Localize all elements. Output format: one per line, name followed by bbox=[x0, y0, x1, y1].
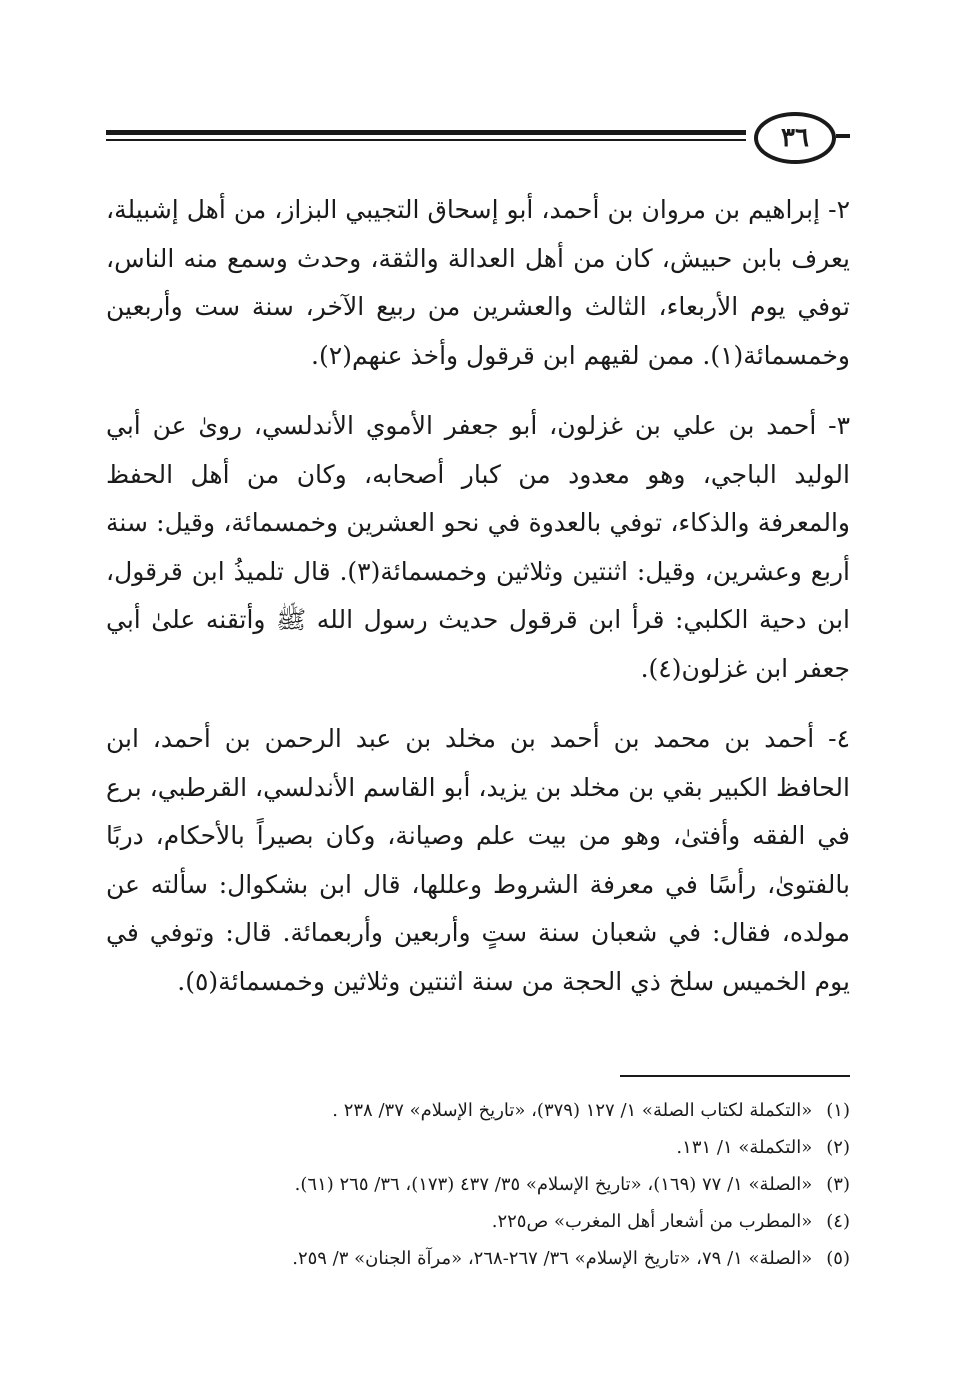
footnote-number: (٣) bbox=[826, 1174, 850, 1195]
footnote-text: «التكملة» ١/ ١٣١. bbox=[676, 1137, 813, 1158]
footnotes bbox=[106, 1092, 850, 1277]
footnote-text: «الصلة» ١/ ٧٧ (١٦٩)، «تاريخ الإسلام» ٣٥/ ٤٣٧ (١٧٣)، ٣٦/ ٢٦٥ (٦١). bbox=[294, 1174, 813, 1195]
footnote-text: «المطرب من أشعار أهل المغرب» ص٢٢٥. bbox=[491, 1211, 813, 1232]
footnote-number: (٥) bbox=[826, 1248, 850, 1269]
header-rule-thick bbox=[106, 130, 746, 135]
page-header bbox=[106, 116, 850, 160]
footnote-number: (٢) bbox=[826, 1137, 850, 1158]
footnote-text: «الصلة» ١/ ٧٩، «تاريخ الإسلام» ٣٦/ ٢٦٧-٢٦٨، «مرآة الجنان» ٣/ ٢٥٩. bbox=[292, 1248, 813, 1269]
footnote-number: (٤) bbox=[826, 1211, 850, 1232]
header-rule-thin bbox=[106, 139, 746, 141]
footnote-item bbox=[106, 1166, 850, 1203]
entry-paragraph: ٤- أحمد بن محمد بن أحمد بن مخلد بن عبد الرحمن بن أحمد، ابن الحافظ الكبير بقي بن مخلد بن يزيد، أبو القاسم الأندلسي، القرطبي، برع في الفقه وأفتىٰ، وهو من بيت علم وصيانة، وكان بصيراً بالأحكام، دربًا بالفتوىٰ، رأسًا في معرفة الشروط وعللها، قال ابن بشكوال: سألته عن مولده، فقال: في شعبان سنة ستٍ وأربعين وأربعمائة. قال: وتوفي في يوم الخميس سلخ ذي الحجة من سنة اثنتين وثلاثين وخمسمائة(٥). bbox=[106, 724, 850, 996]
entry-paragraph: ٣- أحمد بن علي بن غزلون، أبو جعفر الأموي الأندلسي، روىٰ عن أبي الوليد الباجي، وهو معدود من كبار أصحابه، وكان من أهل الحفظ والمعرفة والذكاء، توفي بالعدوة في نحو العشرين وخمسمائة، وقيل: سنة أربع وعشرين، وقيل: اثنتين وثلاثين وخمسمائة(٣). قال تلميذُ ابن قرقول، ابن دحية الكلبي: قرأ ابن قرقول حديث رسول الله ﷺ وأتقنه علىٰ أبي جعفر ابن غزلون(٤). bbox=[106, 411, 850, 683]
footnote-item bbox=[106, 1240, 850, 1277]
footnote-item bbox=[106, 1203, 850, 1240]
footnote-number: (١) bbox=[826, 1100, 850, 1121]
page-number: ٣٦ bbox=[754, 112, 836, 164]
header-rule-right bbox=[836, 134, 850, 138]
footnote-text: «التكملة لكتاب الصلة» ١/ ١٢٧ (٣٧٩)، «تاريخ الإسلام» ٣٧/ ٢٣٨ . bbox=[332, 1100, 813, 1121]
footnote-separator bbox=[620, 1075, 850, 1077]
footnote-item bbox=[106, 1092, 850, 1129]
entry-paragraph: ٢- إبراهيم بن مروان بن أحمد، أبو إسحاق التجيبي البزاز، من أهل إشبيلة، يعرف بابن حبيش، كان من أهل العدالة والثقة، وحدث وسمع منه الناس، توفي يوم الأربعاء، الثالث والعشرين من ربيع الآخر، سنة ست وأربعين وخمسمائة(١). ممن لقيهم ابن قرقول وأخذ عنهم(٢). bbox=[106, 195, 850, 370]
main-text bbox=[106, 186, 850, 1006]
footnote-item bbox=[106, 1129, 850, 1166]
